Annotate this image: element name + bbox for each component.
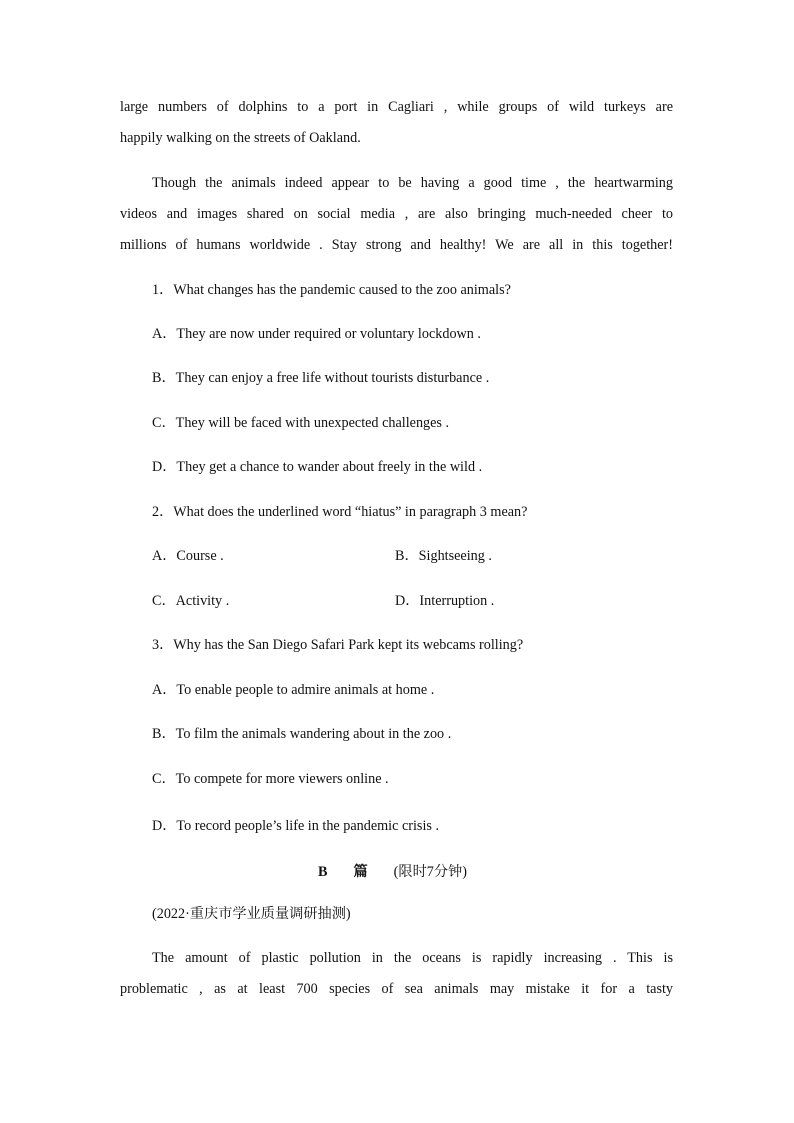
- passage-b-p1-line1: The amount of plastic pollution in the oceans is rapidly increasing . This is: [152, 950, 673, 966]
- question-2-option-d: D．Interruption .: [395, 593, 495, 609]
- question-1-option-a: A．They are now under required or voluntary lockdown .: [152, 326, 481, 342]
- question-2-stem: 2．What does the underlined word “hiatus” in paragraph 3 mean?: [152, 504, 528, 520]
- section-b-letter: B: [318, 864, 328, 880]
- section-b-heading: [318, 862, 467, 882]
- passage-b-p1-line2: problematic , as at least 700 species of sea animals may mistake it for a tasty: [120, 981, 673, 997]
- question-1-stem: 1．What changes has the pandemic caused to the zoo animals?: [152, 282, 511, 298]
- question-3-option-c: C．To compete for more viewers online .: [152, 771, 389, 787]
- question-2-option-a: A．Course .: [152, 548, 224, 564]
- question-1-option-c: C．They will be faced with unexpected challenges .: [152, 415, 450, 431]
- passage-a-p2-line2: videos and images shared on social media , are also bringing much-needed cheer to: [120, 206, 673, 222]
- passage-a-p1-line1: large numbers of dolphins to a port in Cagliari , while groups of wild turkeys are: [120, 99, 673, 115]
- question-1-option-b: B．They can enjoy a free life without tourists disturbance .: [152, 370, 490, 386]
- section-b-time-limit: (限时7分钟): [393, 864, 467, 880]
- passage-a-p2-line3: millions of humans worldwide . Stay strong and healthy! We are all in this together!: [120, 237, 673, 253]
- question-2-option-b: B．Sightseeing .: [395, 548, 492, 564]
- question-3-option-b: B．To film the animals wandering about in the zoo .: [152, 726, 452, 742]
- passage-a-p1-line2: happily walking on the streets of Oakland.: [120, 130, 361, 146]
- section-b-source: (2022·重庆市学业质量调研抽测): [152, 906, 351, 922]
- question-3-stem: 3．Why has the San Diego Safari Park kept its webcams rolling?: [152, 637, 524, 653]
- question-3-option-a: A．To enable people to admire animals at home .: [152, 682, 435, 698]
- question-1-option-d: D．They get a chance to wander about freely in the wild .: [152, 459, 483, 475]
- passage-a-p2-line1: Though the animals indeed appear to be having a good time , the heartwarming: [152, 175, 673, 191]
- section-b-char: 篇: [353, 864, 368, 880]
- question-3-option-d: D．To record people’s life in the pandemic crisis .: [152, 818, 440, 834]
- question-2-option-c: C．Activity .: [152, 593, 230, 609]
